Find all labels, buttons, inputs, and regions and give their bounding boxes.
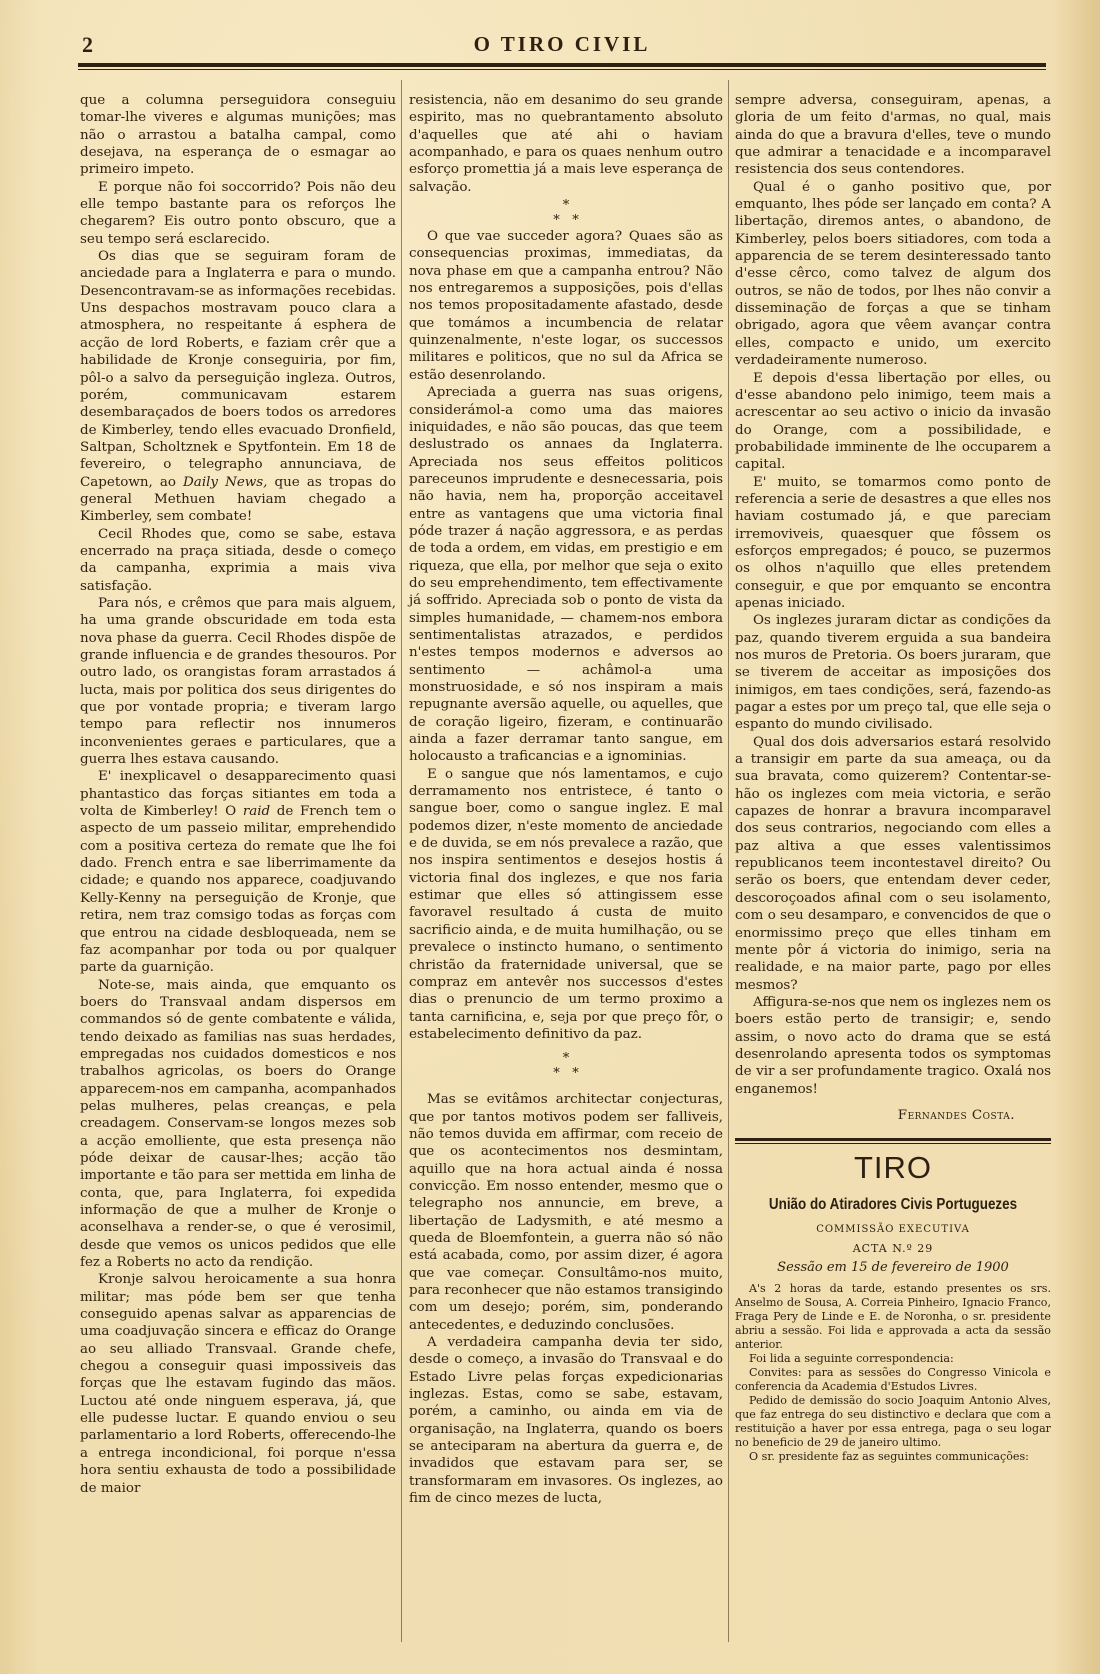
article-paragraph: Qual é o ganho positivo que, por emquanto, lhes póde ser lançado em conta? A libertação, diremos antes, o abandono, de Kimberley, pelos boers sitiadores, com toda a apparencia de se terem desinteressado tanto d'esse cêrco, como talvez de algum dos outros, se não de todos, por lhes não convir a disseminação de forças a que se tinham obrigado, agora que vêem avançar contra elles, compacto e unido, um exercito verdadeiramente numeroso. [735, 179, 1051, 369]
minutes-paragraph: A's 2 horas da tarde, estando presentes os srs. Anselmo de Sousa, A. Correia Pinheiro, Ignacio Franco, Fraga Pery de Linde e E. de Noronha, o sr. presidente abriu a sessão. Foi lida e approvada a acta da sessão anterior. [735, 1281, 1051, 1351]
header-rule-thick [78, 63, 1046, 67]
section-rule-thick [735, 1138, 1051, 1141]
article-paragraph: A verdadeira campanha devia ter sido, desde o começo, a invasão do Transvaal e do Estado Livre pelas forças expedicionarias inglezas. Estas, como se sabe, estavam, porém, a caminho, ou ainda em via de organisação, na Inglaterra, quando os boers se anteciparam na abertura da guerra e, de invadidos que estavam para ser, se transformaram em invasores. Os inglezes, ao fim de cinco mezes de lucta, [409, 1335, 723, 1507]
asterisk-top: * [562, 198, 570, 214]
article-paragraph: Note-se, mais ainda, que emquanto os boers do Transvaal andam dispersos em commandos só de gente combatente e válida, tendo deixado as familias nas suas herdades, empregadas nos cuidados domesticos e nos trabalhos agricolas, os boers do Orange apparecem-nos em campanha, acompanhados pelas mulheres, pelas creanças, e pela creadagem. Conservam-se longos mezes sob a acção emolliente, que esta presença não póde deixar de causar-lhes; acção tão importante e tão para ser mettida em linha de conta, que, para Inglaterra, foi expedida informação de que a mulher de Kronje o aconselhava a render-se, o que é verosimil, desde que vemos os unicos pedidos que elle fez a Roberts no acto da rendição. [80, 977, 396, 1271]
minutes-paragraph: Pedido de demissão do socio Joaquim Antonio Alves, que faz entrega do seu distinctivo e declara que com a restituição a haver por essa entrega, paga o seu logar no beneficio de 29 de janeiro ultimo. [735, 1393, 1051, 1449]
section-break [409, 198, 723, 228]
article-paragraph: Para nós, e crêmos que para mais alguem, ha uma grande obscuridade em toda esta nova phase da guerra. Cecil Rhodes dispõe de grande influencia e de grandes thesouros. Por outro lado, os orangistas foram arrastados á lucta, mais por politica dos seus dirigentes do que por vontade propria; e tiveram largo tempo para reflectir nos innumeros inconvenientes geraes e particulares, que a guerra lhes estava causando. [80, 595, 396, 768]
paragraph-text: que as tropas do general Methuen haviam chegado a Kimberley, sem combate! [80, 474, 397, 525]
section-rule-thin [735, 1143, 1051, 1144]
article-paragraph: sempre adversa, conseguiram, apenas, a gloria de um feito d'armas, no qual, mais ainda do que a bravura d'elles, teve o mundo que admirar a tenacidade e a incomparavel resistencia dos seus contendores. [735, 93, 1051, 178]
article-paragraph: Qual dos dois adversarios estará resolvido a transigir em parte da sua ameaça, ou da sua bravata, como quizerem? Contentar-se-hão os inglezes com meia victoria, e serão capazes de honrar a bravura incomparavel dos seus contrarios, negociando com elles a paz altiva a que esses valentissimos republicanos teem incontestavel direito? Ou serão os boers, que entendam dever ceder, descoroçoados afinal com o seu isolamento, com o seu desamparo, e convencidos de que o enormissimo preço que elles tinham em mente pôr á victoria do inimigo, seria na realidade, e na maior parte, pago por elles mesmos? [735, 734, 1051, 993]
paragraph-text: E' inexplicavel o desapparecimento quasi phantastico das forças sitiantes em toda a volta de Kimberley! O [80, 769, 396, 820]
column-divider-right [728, 80, 729, 1642]
minutes-paragraph: O sr. presidente faz as seguintes communicações: [749, 1449, 1029, 1463]
article-paragraph: E depois d'essa libertação por elles, ou d'esse abandono pelo inimigo, teem mais a acrescentar ao seu activo o inicio da invasão do Orange, com a possibilidade, e probabilidade imminente de lhe occuparem a capital. [735, 370, 1051, 473]
asterisk-pair: * * [553, 1066, 579, 1082]
article-paragraph: E' muito, se tomarmos como ponto de referencia a serie de desastres a que elles nos haviam costumado já, e que pareciam irremoviveis, quaesquer que fôssem os esforços empregados; é pouco, se puzermos os olhos n'aquillo que elles pretendem conseguir, e que por emquanto se encontra apenas iniciado. [735, 474, 1051, 611]
minutes-paragraph: Convites: para as sessões do Congresso Vinicola e conferencia da Academia d'Estudos Livres. [735, 1365, 1051, 1393]
italic-term: raid [242, 804, 271, 820]
article-paragraph: O que vae succeder agora? Quaes são as consequencias proximas, immediatas, da nova phase em que a campanha entrou? Não nos entregaremos a supposições, pois d'ellas nos temos propositadamente afastado, desde que tomámos a incumbencia de relatar quinzenalmente, n'este logar, os successos militares e politicos, que no sul da Africa se estão desenrolando. [409, 229, 723, 383]
article-paragraph [80, 248, 396, 526]
article-column-1 [80, 92, 396, 1497]
article-paragraph [80, 768, 396, 976]
article-paragraph: resistencia, não em desanimo do seu grande espirito, mas no quebrantamento absoluto d'aquelles que até ahi o haviam acompanhado, e para os quaes nenhum outro esforço promettia já a mais leve esperança de salvação. [409, 93, 723, 195]
article-paragraph: Kronje salvou heroicamente a sua honra militar; mas póde bem ser que tenha conseguido apenas salvar as apparencias de uma coadjuvação sincera e efficaz do Orange ao seu alliado Transvaal. Grande chefe, chegou a conseguir quasi impossiveis das forças que lhe estavam fugindo das mãos. Luctou até onde ninguem esperava, já, que elle pudesse luctar. E quando enviou o seu parlamentario a lord Roberts, offerecendo-lhe a entrega incondicional, foi porque n'essa hora sentiu exhausta de todo a possibilidade de maior [80, 1272, 396, 1496]
author-signature: Fernandes Costa. [897, 1107, 1015, 1123]
article-paragraph: Cecil Rhodes que, como se sabe, estava encerrado na praça sitiada, desde o começo da campanha, exprimia a mais viva satisfação. [80, 526, 396, 594]
asterisk-pair: * * [553, 213, 579, 229]
article-column-3 [735, 92, 1051, 1464]
article-paragraph: E porque não foi soccorrido? Pois não deu elle tempo bastante para os reforços lhe chegarem? Eis outro ponto obscuro, que a seu tempo será esclarecido. [80, 179, 396, 247]
article-paragraph: Os inglezes juraram dictar as condições da paz, quando tiverem erguida a sua bandeira nos muros de Pretoria. Os boers juraram, que se tiverem de acceitar as imposições dos inimigos, em taes condições, será, fazendo-as pagar a estes por um preço tal, que elle seja o espanto do mundo civilisado. [735, 613, 1051, 733]
commission-heading: COMMISSÃO EXECUTIVA [816, 1223, 970, 1235]
page-number: 2 [82, 32, 93, 57]
header-rule-thin [78, 69, 1046, 70]
column-divider-left [401, 80, 402, 1642]
tiro-section-title: TIRO [853, 1150, 933, 1186]
minutes-number: ACTA N.º 29 [852, 1241, 934, 1255]
minutes-body [735, 1282, 1051, 1464]
article-paragraph: que a columna perseguidora conseguiu tomar-lhe viveres e algumas munições; mas não o arrastou a batalha campal, como desejava, na esperança de o esmagar ao primeiro impeto. [80, 93, 396, 178]
article-column-2 [409, 92, 723, 1507]
session-date: Sessão em 15 de fevereiro de 1900 [777, 1260, 1009, 1276]
minutes-paragraph: Foi lida a seguinte correspondencia: [749, 1351, 954, 1365]
article-paragraph: Mas se evitâmos architectar conjecturas, que por tantos motivos podem ser falliveis, não temos duvida em affirmar, com receio de que os acontecimentos nos desmintam, aquillo que na hora actual ainda é nossa convicção. Em nosso entender, mesmo que o telegrapho nos annuncie, em breve, a libertação de Ladysmith, e até mesmo a queda de Bloemfontein, a guerra não só não está acabada, como, por assim dizer, é agora que vae começar. Consultâmo-nos muito, para reconhecer que não estamos transigindo com um desejo; porém, sim, ponderando antecedentes, e deduzindo conclusões. [409, 1092, 723, 1333]
article-paragraph: Apreciada a guerra nas suas origens, considerámol-a como uma das maiores iniquidades, e não são poucas, das que teem deslustrado os annaes da Inglaterra. Apreciada nos seus effeitos politicos pareceunos imprudente e desnecessaria, pois não havia, nem ha, proporção acceitavel entre as vantagens que uma victoria final póde trazer á nação aggressora, e as perdas de toda a ordem, em vidas, em prestigio e em riqueza, que ella, por melhor que seja o exito do seu emprehendimento, tem effectivamente já soffrido. Apreciada sob o ponto de vista da simples humanidade, — chamem-nos embora sentimentalistas atrazados, e perdidos n'estes tempos modernos e adversos ao sentimento — achâmol-a uma monstruosidade, e só nos inspiram a mais repugnante aversão aquelle, ou aquelles, que de coração ligeiro, fizeram, e continuarão ainda a fazer derramar tanto sangue, em holocausto a traficancias e a ignominias. [409, 385, 723, 765]
union-heading: União do Atiradores Civis Portuguezes [768, 1196, 1018, 1214]
paragraph-text: Os dias que se seguiram foram de anciedade para a Inglaterra e para o mundo. Desencontravam-se as informações recebidas. Uns despachos mostravam pouco clara a atmosphera, no respeitante á esphera de acção de lord Roberts, e faziam crêr que a habilidade de Kronje conseguiria, por fim, pôl-o a salvo da perseguição ingleza. Outros, porém, communicavam estarem desembaraçados de boers todos os arredores de Kimberley, tendo elles evacuado Dronfield, Saltpan, Scholtznek e Spytfontein. Em 18 de fevereiro, o telegrapho annunciava, de Capetown, ao [80, 249, 396, 490]
newspaper-name: Daily News, [183, 474, 268, 490]
article-paragraph: Affigura-se-nos que nem os inglezes nem os boers estão perto de transigir; e, sendo assim, o novo acto do drama que se está desenrolando apresenta todos os symptomas de vir a ser profundamente tragico. Oxalá nos enganemos! [735, 994, 1051, 1097]
asterisk-top: * [562, 1051, 570, 1067]
section-break [409, 1051, 723, 1081]
article-paragraph: E o sangue que nós lamentamos, e cujo derramamento nos entristece, é tanto o sangue boer, como o sangue inglez. E mal podemos dizer, n'este momento de anciedade e de duvida, se em nós prevalece a razão, que nos inspira sentimentos e desejos hostis á victoria final dos inglezes, e que nos faria estimar que elles só attingissem esse favoravel resultado á custa de muito sacrificio ainda, e de muita humilhação, ou se prevalece o instincto humano, o sentimento christão da fraternidade universal, que se compraz em antevêr nos successos d'estes dias o prenuncio de um termo proximo a tanta carnificina, e, seja por que preço fôr, o estabelecimento definitivo da paz. [409, 766, 723, 1042]
masthead-title: O TIRO CIVIL [473, 32, 651, 56]
paragraph-text: de French tem o aspecto de um passeio militar, emprehendido com a positiva certeza do remate que lhe foi dado. French entra e sae liberrimamente da cidade; e quando nos apparece, coadjuvando Kelly-Kenny na perseguição de Kronje, que retira, nem traz comsigo todas as forças com que entrou na cidade desbloqueada, nem se faz acompanhar por toda ou por qualquer parte da guarnição. [80, 804, 396, 976]
